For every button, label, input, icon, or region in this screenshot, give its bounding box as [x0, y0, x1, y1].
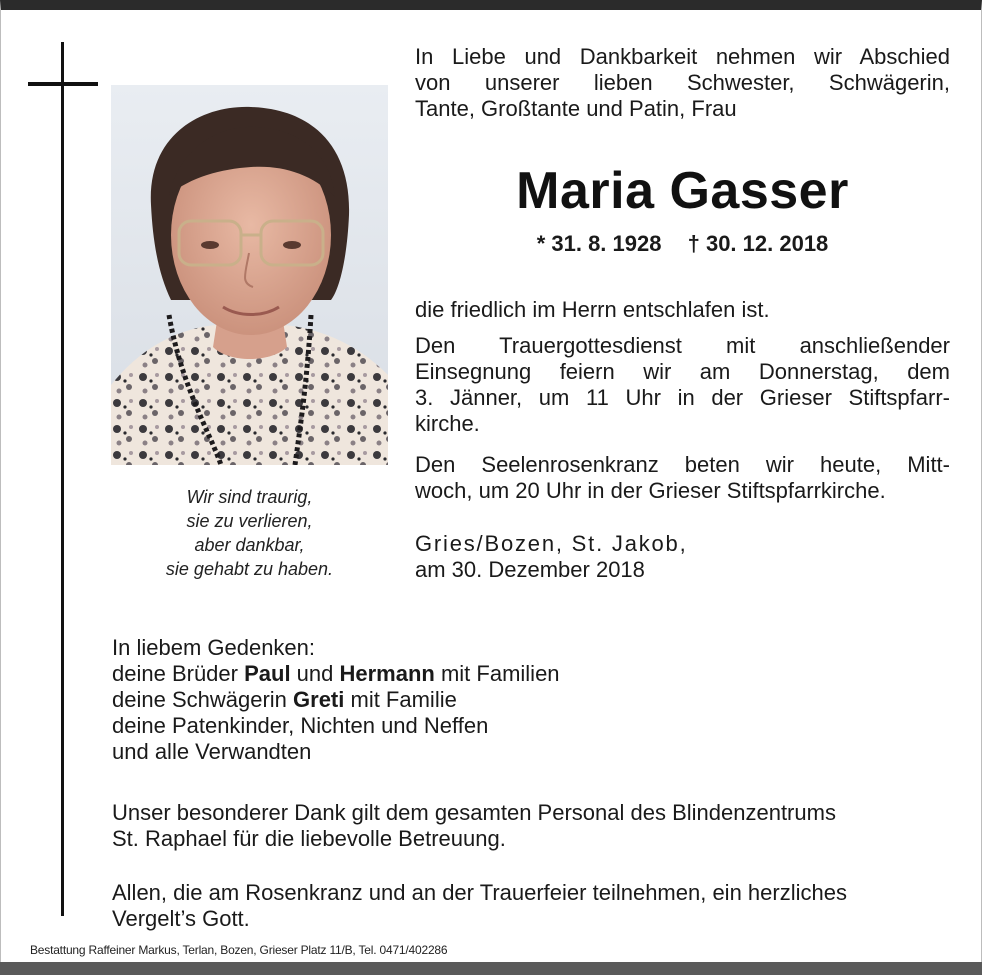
text: deine Brüder	[112, 661, 245, 686]
brother-name: Paul	[244, 661, 291, 686]
service-line: 3. Jänner, um 11 Uhr in der Grieser Stiftspfarr-	[415, 385, 950, 410]
death-date: † 30. 12. 2018	[687, 231, 829, 256]
intro-text	[415, 44, 950, 122]
text: deine Schwägerin	[112, 687, 294, 712]
rosary-line: Den Seelenrosenkranz beten wir heute, Mitt-	[415, 452, 950, 477]
thanks-line: St. Raphael für die liebevolle Betreuung.	[112, 826, 506, 851]
mourners-brothers	[112, 661, 952, 687]
text: mit Familien	[434, 661, 560, 686]
sister-name: Greti	[293, 687, 345, 712]
quote-line: sie zu verlieren,	[186, 511, 313, 531]
deceased-name: Maria Gasser	[516, 162, 849, 220]
cross-bar	[28, 82, 98, 86]
cross-icon	[61, 42, 64, 916]
mourners-sister	[112, 687, 952, 713]
brother-name: Hermann	[339, 661, 435, 686]
date-text: am 30. Dezember 2018	[415, 557, 645, 582]
funeral-home-footer: Bestattung Raffeiner Markus, Terlan, Bozen, Grieser Platz 11/B, Tel. 0471/402286	[30, 943, 448, 957]
text: und	[290, 661, 340, 686]
closing-line: Allen, die am Rosenkranz und an der Trauerfeier teilnehmen, ein herzliches	[112, 880, 847, 905]
thanks-line: Unser besonderer Dank gilt dem gesamten Personal des Blindenzentrums	[112, 800, 836, 825]
bottom-border	[0, 962, 982, 975]
service-line: Einsegnung feiern wir am Donnerstag, dem	[415, 359, 950, 384]
birth-date: * 31. 8. 1928	[536, 231, 662, 256]
intro-line: von unserer lieben Schwester, Schwägerin,	[415, 70, 950, 95]
thanks-text	[112, 800, 952, 852]
service-text	[415, 333, 950, 437]
quote-line: Wir sind traurig,	[186, 487, 313, 507]
mourners	[112, 635, 952, 765]
passed-text: die friedlich im Herrn entschlafen ist.	[415, 297, 770, 322]
intro-line: In Liebe und Dankbarkeit nehmen wir Abschied	[415, 44, 950, 69]
quote	[111, 485, 388, 581]
mourners-godchildren: deine Patenkinder, Nichten und Neffen	[112, 713, 489, 738]
service-line: kirche.	[415, 411, 480, 436]
life-dates	[415, 230, 950, 258]
portrait-photo	[111, 85, 388, 465]
rosary-text	[415, 452, 950, 504]
rosary-line: woch, um 20 Uhr in der Grieser Stiftspfarrkirche.	[415, 478, 886, 503]
service-line: Den Trauergottesdienst mit anschließender	[415, 333, 950, 358]
mourners-heading: In liebem Gedenken:	[112, 635, 316, 660]
closing-text	[112, 880, 952, 932]
closing-line: Vergelt’s Gott.	[112, 906, 250, 931]
intro-line: Tante, Großtante und Patin, Frau	[415, 96, 737, 121]
place-date	[415, 531, 950, 583]
mourners-relatives: und alle Verwandten	[112, 739, 312, 764]
quote-line: aber dankbar,	[194, 535, 305, 555]
text: mit Familie	[344, 687, 457, 712]
place-text: Gries/Bozen, St. Jakob,	[415, 531, 688, 556]
quote-line: sie gehabt zu haben.	[165, 559, 334, 579]
